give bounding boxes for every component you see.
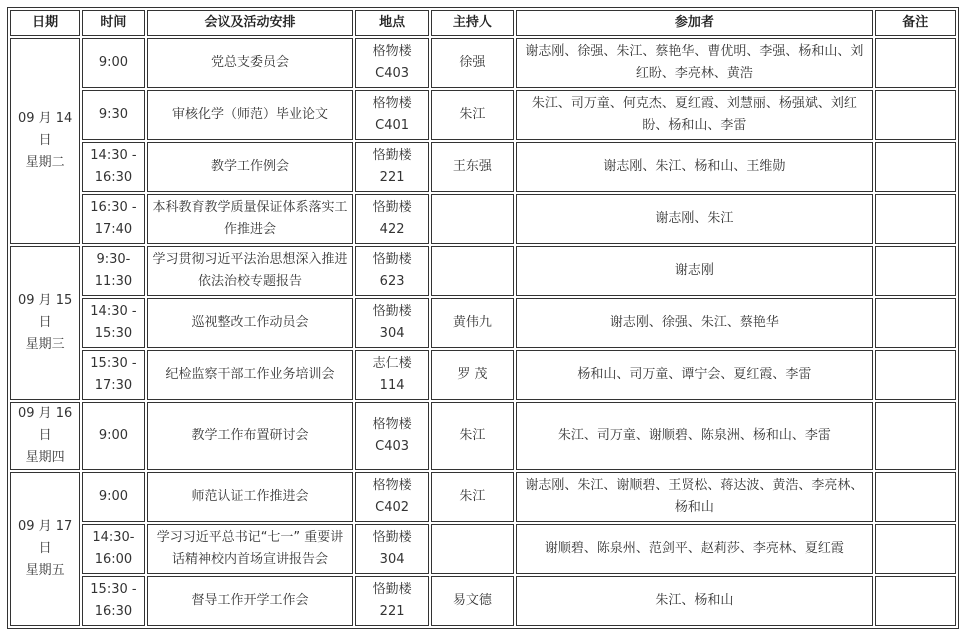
notes-cell — [875, 472, 956, 522]
table-row — [10, 194, 956, 244]
notes-cell — [875, 142, 956, 192]
notes-cell — [875, 350, 956, 400]
place-cell: 格物楼 C401 — [355, 90, 428, 140]
time-cell: 9:00 — [82, 38, 144, 88]
schedule-container — [7, 7, 959, 629]
time-cell: 15:30 - 17:30 — [82, 350, 144, 400]
place-cell: 格物楼 C403 — [355, 38, 428, 88]
attendees-cell: 谢志刚、朱江、谢顺碧、王贤松、蒋达波、黄浩、李亮林、杨和山 — [516, 472, 873, 522]
meeting-cell: 巡视整改工作动员会 — [147, 298, 354, 348]
host-cell: 朱江 — [431, 472, 514, 522]
meeting-cell: 纪检监察干部工作业务培训会 — [147, 350, 354, 400]
table-row — [10, 142, 956, 192]
notes-cell — [875, 194, 956, 244]
notes-cell — [875, 576, 956, 626]
place-cell: 恪勤楼 304 — [355, 298, 428, 348]
host-cell — [431, 194, 514, 244]
notes-cell — [875, 524, 956, 574]
meeting-cell: 教学工作例会 — [147, 142, 354, 192]
meeting-cell: 学习贯彻习近平法治思想深入推进依法治校专题报告 — [147, 246, 354, 296]
meeting-cell: 师范认证工作推进会 — [147, 472, 354, 522]
time-cell: 14:30 - 16:30 — [82, 142, 144, 192]
table-row — [10, 90, 956, 140]
date-cell: 09 月 17 日 星期五 — [10, 472, 80, 626]
host-cell: 罗 茂 — [431, 350, 514, 400]
meeting-cell: 审核化学（师范）毕业论文 — [147, 90, 354, 140]
host-cell — [431, 524, 514, 574]
attendees-cell: 谢志刚、徐强、朱江、蔡艳华 — [516, 298, 873, 348]
header-meeting: 会议及活动安排 — [147, 10, 354, 36]
header-attendees: 参加者 — [516, 10, 873, 36]
meeting-cell: 本科教育教学质量保证体系落实工作推进会 — [147, 194, 354, 244]
place-cell: 恪勤楼 304 — [355, 524, 428, 574]
host-cell: 王东强 — [431, 142, 514, 192]
header-notes: 备注 — [875, 10, 956, 36]
host-cell — [431, 246, 514, 296]
date-cell: 09 月 14 日 星期二 — [10, 38, 80, 244]
time-cell: 14:30 - 15:30 — [82, 298, 144, 348]
time-cell: 14:30- 16:00 — [82, 524, 144, 574]
host-cell: 黄伟九 — [431, 298, 514, 348]
host-cell: 徐强 — [431, 38, 514, 88]
host-cell: 易文德 — [431, 576, 514, 626]
schedule-table — [7, 7, 959, 629]
time-cell: 9:00 — [82, 402, 144, 470]
table-row — [10, 350, 956, 400]
attendees-cell: 谢志刚、朱江、杨和山、王维勋 — [516, 142, 873, 192]
host-cell: 朱江 — [431, 402, 514, 470]
attendees-cell: 谢志刚、徐强、朱江、蔡艳华、曹优明、李强、杨和山、刘红盼、李亮林、黄浩 — [516, 38, 873, 88]
table-row — [10, 38, 956, 88]
place-cell: 格物楼 C402 — [355, 472, 428, 522]
header-place: 地点 — [355, 10, 428, 36]
meeting-cell: 学习习近平总书记“七一” 重要讲话精神校内首场宣讲报告会 — [147, 524, 354, 574]
attendees-cell: 谢志刚、朱江 — [516, 194, 873, 244]
time-cell: 9:30- 11:30 — [82, 246, 144, 296]
meeting-cell: 教学工作布置研讨会 — [147, 402, 354, 470]
date-cell: 09 月 15 日 星期三 — [10, 246, 80, 400]
table-row — [10, 576, 956, 626]
time-cell: 15:30 - 16:30 — [82, 576, 144, 626]
time-cell: 16:30 - 17:40 — [82, 194, 144, 244]
table-row — [10, 524, 956, 574]
header-time: 时间 — [82, 10, 144, 36]
time-cell: 9:30 — [82, 90, 144, 140]
attendees-cell: 谢志刚 — [516, 246, 873, 296]
attendees-cell: 朱江、司万童、何克杰、夏红霞、刘慧丽、杨强斌、刘红盼、杨和山、李雷 — [516, 90, 873, 140]
attendees-cell: 朱江、杨和山 — [516, 576, 873, 626]
place-cell: 恪勤楼 221 — [355, 142, 428, 192]
place-cell: 恪勤楼 422 — [355, 194, 428, 244]
place-cell: 恪勤楼 221 — [355, 576, 428, 626]
table-row — [10, 246, 956, 296]
time-cell: 9:00 — [82, 472, 144, 522]
place-cell: 恪勤楼 623 — [355, 246, 428, 296]
place-cell: 格物楼 C403 — [355, 402, 428, 470]
table-row — [10, 298, 956, 348]
meeting-cell: 督导工作开学工作会 — [147, 576, 354, 626]
notes-cell — [875, 90, 956, 140]
notes-cell — [875, 298, 956, 348]
header-date: 日期 — [10, 10, 80, 36]
notes-cell — [875, 402, 956, 470]
meeting-cell: 党总支委员会 — [147, 38, 354, 88]
table-row — [10, 472, 956, 522]
header-host: 主持人 — [431, 10, 514, 36]
header-row — [10, 10, 956, 36]
place-cell: 志仁楼 114 — [355, 350, 428, 400]
attendees-cell: 朱江、司万童、谢顺碧、陈泉洲、杨和山、李雷 — [516, 402, 873, 470]
attendees-cell: 谢顺碧、陈泉州、范剑平、赵莉莎、李亮林、夏红霞 — [516, 524, 873, 574]
date-cell: 09 月 16 日 星期四 — [10, 402, 80, 470]
attendees-cell: 杨和山、司万童、谭宁会、夏红霞、李雷 — [516, 350, 873, 400]
host-cell: 朱江 — [431, 90, 514, 140]
table-row — [10, 402, 956, 470]
notes-cell — [875, 246, 956, 296]
notes-cell — [875, 38, 956, 88]
